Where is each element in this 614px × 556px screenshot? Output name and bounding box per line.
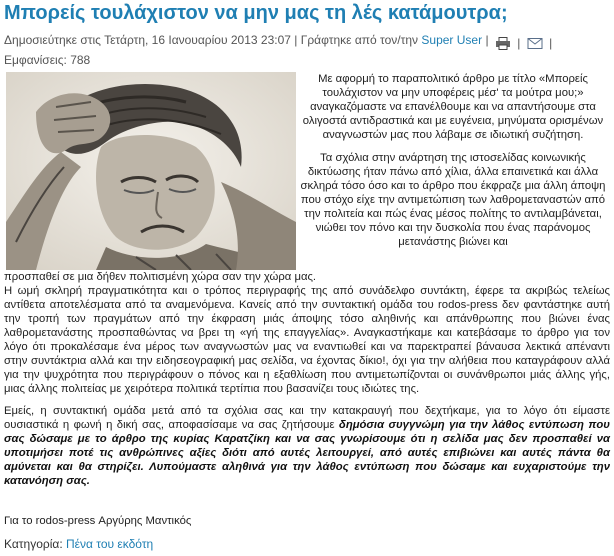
meta-separator: | xyxy=(549,36,553,50)
article-photo xyxy=(6,72,296,270)
article-title[interactable]: Μπορείς τουλάχιστον να μην μας τη λές κατάμουτρα; xyxy=(4,2,508,24)
intro-paragraph-1: Με αφορμή το παραπολιτικό άρθρο με τίτλο «Μπορείς τουλάχιστον να μην υποφέρεις μέσ' τα μούτρα μου;» αναγκαζόμαστε να επανέλθουμε και να απαντήσουμε στα ολιγοστά αντιδραστικά και με ευγένεια, μηνύματα ορισμένων αναγνωστών μας που λάβαμε σε ιδιωτική συζήτηση. xyxy=(302,73,604,141)
published-date: Δημοσιεύτηκε στις Τετάρτη, 16 Ιανουαρίου 2013 23:07 xyxy=(4,33,291,47)
views-label: Εμφανίσεις: xyxy=(4,53,67,67)
article-meta xyxy=(4,32,610,69)
apology-emphasis: δημόσια συγγνώμη για την λάθος εντύπωση που σας δώσαμε με το άρθρο της κυρίας Καρατζίκη και να σας γνωρίσουμε ότι η σελίδα μας δεν προσπαθεί να υποτιμήσει ποτέ τις ανθρώπινες αξίες διότι από αυτές λειτουργεί, από αυτές επιβιώνει και αυτές πάντα θα αμύνεται και θα στηρίζει. Λυπούμαστε αληθινά για την λάθος εντύπωση που δώσαμε και ευχαριστούμε την κατανόηση σας. xyxy=(4,419,610,487)
meta-separator: | xyxy=(294,33,298,47)
apology-text: Εμείς, η συντακτική ομάδα μετά από τα σχόλια σας και την κατακραυγή που δεχτήκαμε, για το λόγο ότι είμαστε ουσιαστικά η φωνή η δική σας, αποφασίσαμε να σας ζητήσουμε xyxy=(4,405,610,431)
category-line xyxy=(4,537,153,551)
email-icon[interactable] xyxy=(527,37,543,50)
category-label: Κατηγορία: xyxy=(4,537,63,551)
signature: Για το rodos-press Αργύρης Μαντικός xyxy=(4,515,192,527)
body-paragraph-lead: προσπαθεί σε μια δήθεν πολιτισμένη χώρα σαν την χώρα μας. xyxy=(4,271,317,283)
author-link[interactable]: Super User xyxy=(421,33,483,47)
print-icon[interactable] xyxy=(495,37,511,50)
body-paragraph-apology xyxy=(4,404,610,488)
intro-paragraph-2: Τα σχόλια στην ανάρτηση της ιστοσελίδας κοινωνικής δικτύωσης ήταν πάνω από χίλια, άλλα επαινετικά και άλλα σκληρά τόσο όσο και το άρθρο που έκφραζε μια άλλη άποψη που στόχο είχε την αντιμετώπιση των λαθρομεταναστών από την πολιτεία και πώς ένας μέσος πολίτης το αντιλαμβάνεται, νιώθει τον πόνο και την δυσκολία που ένας παράνομος μετανάστης βιώνει και xyxy=(300,152,606,248)
written-by-label: Γράφτηκε από τον/την xyxy=(300,33,419,47)
meta-separator: | xyxy=(485,33,489,47)
intro-text xyxy=(300,72,606,258)
body-paragraph-main: Η ωμή σκληρή πραγματικότητα και ο τρόπος περιγραφής της από συνάδελφο συντάκτη, έφερε τα ακριβώς τελείως αντίθετα αποτελέσματα από τα αναμενόμενα. Κανείς από την συντακτική ομάδα του rodos-press δεν φαντάστηκε αυτή την τροπή των πραγμάτων από την έκφραση μιάς άποψης τόσο αληθινής και απάνθρωπης που βιώνει ένας λαθρομετανάστης προσπαθώντας να βρει τη «γή της επαγγελίας». Αναγκαστήκαμε και κατεβάσαμε το άρθρο για τον λόγο ότι προκαλέσαμε ένα μέρος των αναγνωστών μας να εναντιωθεί και να παρεκτραπεί βάναυσα λεκτικά απέναντι στην συντάκτρια αλλά και την ειδησεογραφική μας σελίδα, να έχοντας δίκιο!, όχι για την αλήθεια που καταγράφουν αλλά για την ψυχρότητα που περιγράφουν ο πόνος και η εξαθλίωση που αντιμετωπίζονται οι συνάνθρωποι μιάς άλλης γής, μιας άλλης πολιτείας με χειρότερα πολιτικά τερτίπια που βασανίζει τους ιδιώτες της. xyxy=(4,285,610,395)
meta-separator: | xyxy=(517,36,521,50)
views-count: 788 xyxy=(70,53,91,67)
category-link[interactable]: Πένα του εκδότη xyxy=(66,537,154,551)
